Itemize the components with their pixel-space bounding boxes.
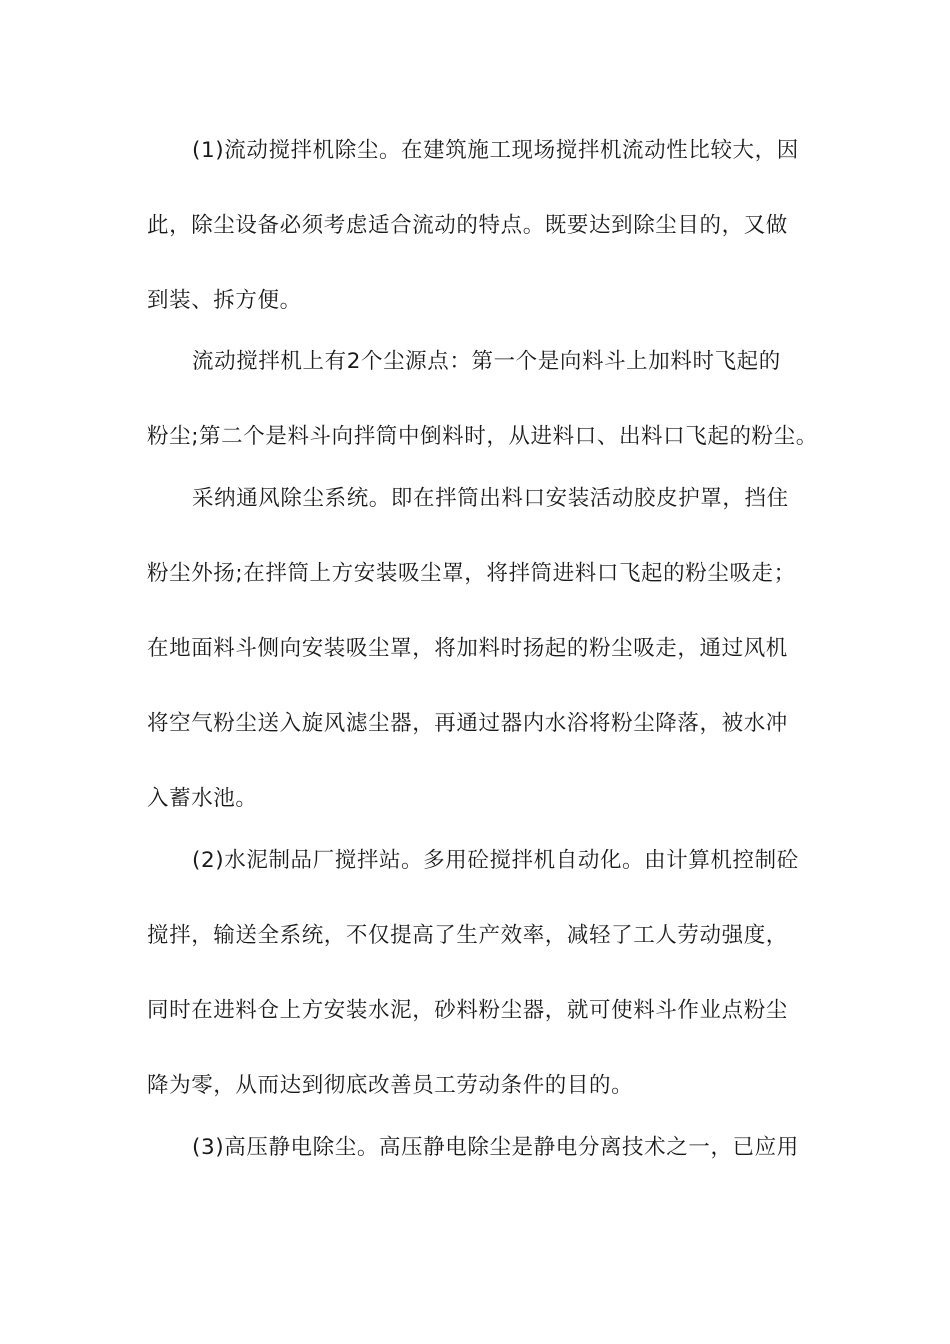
paragraph-4-line-4: 降为零，从而达到彻底改善员工劳动条件的目的。 <box>147 1073 634 1098</box>
paragraph-2-line-2: 粉尘;第二个是料斗向拌筒中倒料时，从进料口、出料口飞起的粉尘。 <box>147 424 818 449</box>
paragraph-5-line-1: (3)高压静电除尘。高压静电除尘是静电分离技术之一，已应用 <box>192 1135 799 1160</box>
paragraph-1-line-2: 此，除尘设备必须考虑适合流动的特点。既要达到除尘目的，又做 <box>147 213 788 238</box>
paragraph-3-line-4: 将空气粉尘送入旋风滤尘器，再通过器内水浴将粉尘降落，被水冲 <box>147 711 788 736</box>
paragraph-3-line-1: 采纳通风除尘系统。即在拌筒出料口安装活动胶皮护罩，挡住 <box>192 486 789 511</box>
paragraph-3-line-3: 在地面料斗侧向安装吸尘罩，将加料时扬起的粉尘吸走，通过风机 <box>147 636 788 661</box>
paragraph-1-line-1: (1)流动搅拌机除尘。在建筑施工现场搅拌机流动性比较大，因 <box>192 138 799 163</box>
paragraph-4-line-3: 同时在进料仓上方安装水泥，砂料粉尘器，就可使料斗作业点粉尘 <box>147 998 788 1023</box>
paragraph-4-line-1: (2)水泥制品厂搅拌站。多用砼搅拌机自动化。由计算机控制砼 <box>192 848 799 873</box>
paragraph-1-line-3: 到装、拆方便。 <box>147 288 302 313</box>
paragraph-3-line-5: 入蓄水池。 <box>147 786 258 811</box>
paragraph-3-line-2: 粉尘外扬;在拌筒上方安装吸尘罩，将拌筒进料口飞起的粉尘吸走； <box>147 561 796 586</box>
paragraph-4-line-2: 搅拌，输送全系统，不仅提高了生产效率，减轻了工人劳动强度， <box>147 923 788 948</box>
paragraph-2-line-1: 流动搅拌机上有2个尘源点：第一个是向料斗上加料时飞起的 <box>192 349 781 374</box>
